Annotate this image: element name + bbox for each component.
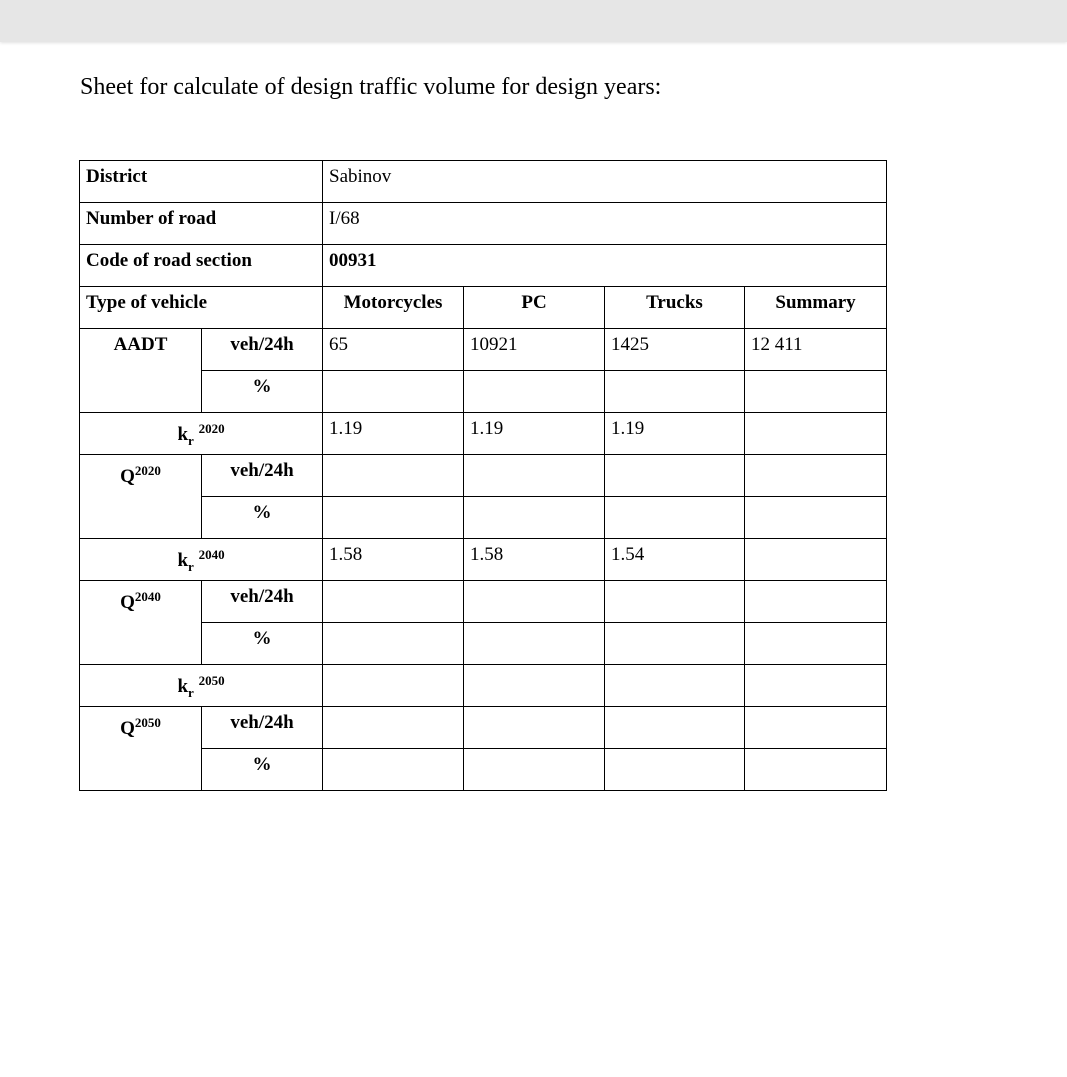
section-code-value: 00931 — [323, 245, 887, 287]
q2050-pct-summary — [745, 749, 887, 791]
q2050-pc — [464, 707, 605, 749]
q2050-pct-pc — [464, 749, 605, 791]
road-number-row — [80, 203, 887, 245]
kr2020-trucks: 1.19 — [605, 413, 745, 455]
district-label: District — [80, 161, 323, 203]
unit-veh: veh/24h — [202, 581, 323, 623]
q2020-summary — [745, 455, 887, 497]
q2020-label: $Q^{2020}$ — [80, 455, 202, 539]
q2040-pct-row — [80, 623, 887, 665]
q2040-summary — [745, 581, 887, 623]
kr2040-motorcycles: 1.58 — [323, 539, 464, 581]
kr2050-motorcycles — [323, 665, 464, 707]
q2040-pct-motorcycles — [323, 623, 464, 665]
district-row — [80, 161, 887, 203]
q2040-trucks — [605, 581, 745, 623]
col-trucks: Trucks — [605, 287, 745, 329]
q2040-label: $Q^{2040}$ — [80, 581, 202, 665]
q2050-label: $Q^{2050}$ — [80, 707, 202, 791]
kr2020-label: $k_r$ $^{2020}$ — [80, 413, 323, 455]
aadt-pct-row — [80, 371, 887, 413]
q2040-pct-summary — [745, 623, 887, 665]
kr2050-row — [80, 665, 887, 707]
section-code-row — [80, 245, 887, 287]
unit-veh: veh/24h — [202, 329, 323, 371]
q2020-trucks — [605, 455, 745, 497]
q2040-pc — [464, 581, 605, 623]
aadt-trucks: 1425 — [605, 329, 745, 371]
viewer-top-bar — [0, 0, 1067, 42]
kr2020-row — [80, 413, 887, 455]
q2020-pc — [464, 455, 605, 497]
kr2020-pc: 1.19 — [464, 413, 605, 455]
kr2050-pc — [464, 665, 605, 707]
unit-pct: % — [202, 497, 323, 539]
q2050-trucks — [605, 707, 745, 749]
q2050-veh-row — [80, 707, 887, 749]
q2040-motorcycles — [323, 581, 464, 623]
q2040-pct-pc — [464, 623, 605, 665]
unit-veh: veh/24h — [202, 707, 323, 749]
unit-veh: veh/24h — [202, 455, 323, 497]
kr2050-summary — [745, 665, 887, 707]
vehicle-type-label: Type of vehicle — [80, 287, 323, 329]
q2020-pct-motorcycles — [323, 497, 464, 539]
aadt-pct-motorcycles — [323, 371, 464, 413]
aadt-veh-row — [80, 329, 887, 371]
kr2040-summary — [745, 539, 887, 581]
q2050-pct-trucks — [605, 749, 745, 791]
aadt-pct-pc — [464, 371, 605, 413]
q2050-pct-motorcycles — [323, 749, 464, 791]
kr2020-summary — [745, 413, 887, 455]
kr2040-row — [80, 539, 887, 581]
unit-pct: % — [202, 749, 323, 791]
kr2020-motorcycles: 1.19 — [323, 413, 464, 455]
aadt-pct-trucks — [605, 371, 745, 413]
q2050-motorcycles — [323, 707, 464, 749]
section-code-label: Code of road section — [80, 245, 323, 287]
q2040-pct-trucks — [605, 623, 745, 665]
kr2040-trucks: 1.54 — [605, 539, 745, 581]
aadt-summary: 12 411 — [745, 329, 887, 371]
vehicle-header-row — [80, 287, 887, 329]
kr2040-pc: 1.58 — [464, 539, 605, 581]
col-pc: PC — [464, 287, 605, 329]
kr2050-label: $k_r$ $^{2050}$ — [80, 665, 323, 707]
aadt-pct-summary — [745, 371, 887, 413]
aadt-motorcycles: 65 — [323, 329, 464, 371]
q2020-pct-trucks — [605, 497, 745, 539]
q2020-pct-summary — [745, 497, 887, 539]
unit-pct: % — [202, 623, 323, 665]
q2020-pct-pc — [464, 497, 605, 539]
district-value: Sabinov — [323, 161, 887, 203]
q2020-veh-row — [80, 455, 887, 497]
road-number-value: I/68 — [323, 203, 887, 245]
q2020-motorcycles — [323, 455, 464, 497]
unit-pct: % — [202, 371, 323, 413]
col-summary: Summary — [745, 287, 887, 329]
q2040-veh-row — [80, 581, 887, 623]
col-motorcycles: Motorcycles — [323, 287, 464, 329]
kr2050-trucks — [605, 665, 745, 707]
page-heading: Sheet for calculate of design traffic volume for design years: — [80, 74, 662, 100]
traffic-volume-table — [79, 160, 887, 791]
q2020-pct-row — [80, 497, 887, 539]
road-number-label: Number of road — [80, 203, 323, 245]
kr2040-label: $k_r$ $^{2040}$ — [80, 539, 323, 581]
aadt-pc: 10921 — [464, 329, 605, 371]
q2050-pct-row — [80, 749, 887, 791]
q2050-summary — [745, 707, 887, 749]
aadt-label: AADT — [80, 329, 202, 413]
